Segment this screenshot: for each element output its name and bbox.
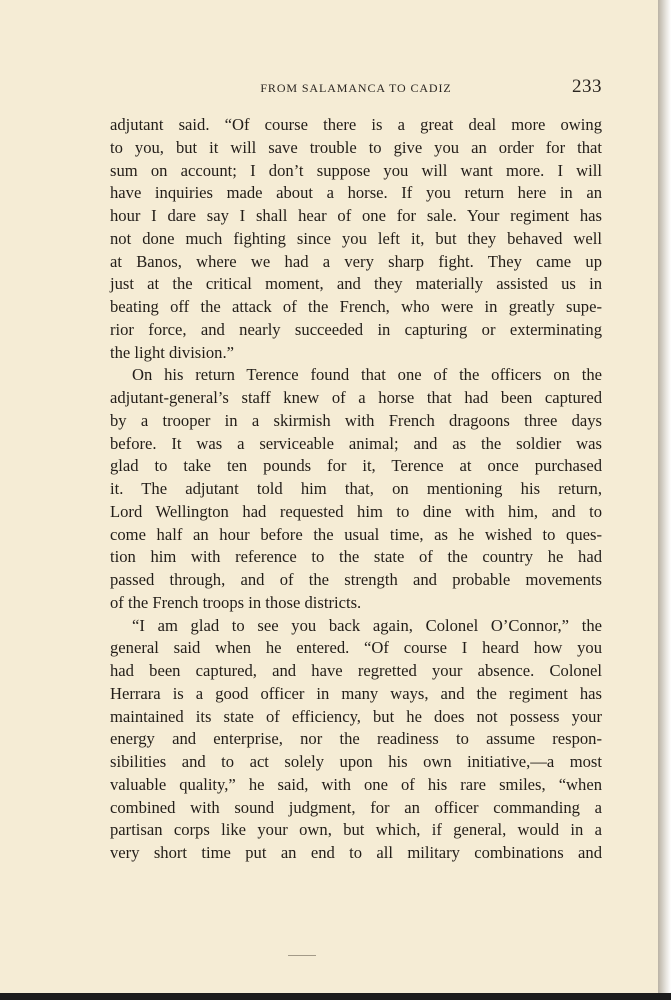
text-line: by a trooper in a skirmish with French dragoons three days bbox=[110, 410, 602, 430]
text-line: passed through, and of the strength and probable movements bbox=[110, 570, 602, 589]
text-line: general said when he entered. “Of course I heard how you bbox=[110, 638, 602, 658]
text-line: maintained its state of efficiency, but he does not possess your bbox=[110, 706, 602, 726]
text-line: glad to take ten pounds for it, Terence at once purchased bbox=[110, 456, 602, 476]
text-line: had been captured, and have regretted your absence. Colonel bbox=[110, 661, 602, 680]
text-line: partisan corps like your own, but which, if general, would in a bbox=[110, 820, 602, 840]
bottom-rule bbox=[288, 955, 316, 956]
text-line: Herrara is a good officer in many ways, and the regiment has bbox=[110, 683, 602, 703]
text-line: have inquiries made about a horse. If you return here in an bbox=[110, 183, 602, 203]
running-title: FROM SALAMANCA TO CADIZ bbox=[260, 81, 452, 95]
text-line: energy and enterprise, nor the readiness to assume respon- bbox=[110, 729, 602, 749]
text-line: the light division.” bbox=[110, 342, 234, 362]
text-line: at Banos, where we had a very sharp fight. They came up bbox=[110, 251, 602, 271]
text-line: sibilities and to act solely upon his own initiative,—a most bbox=[110, 752, 602, 771]
text-line: not done much fighting since you left it, but they behaved well bbox=[110, 228, 602, 248]
scan-bottom-border bbox=[0, 993, 671, 1000]
text-line: tion him with reference to the state of the country he had bbox=[110, 547, 602, 567]
page-number: 233 bbox=[572, 76, 602, 97]
text-line: just at the critical moment, and they materially assisted us in bbox=[110, 274, 602, 294]
text-line: valuable quality,” he said, with one of his rare smiles, “when bbox=[110, 774, 602, 794]
text-line: adjutant said. “Of course there is a great deal more owing bbox=[110, 115, 602, 134]
text-line: combined with sound judgment, for an officer commanding a bbox=[110, 797, 602, 817]
page-edge-shadow bbox=[658, 0, 671, 993]
text-line: of the French troops in those districts. bbox=[110, 592, 362, 612]
text-line: hour I dare say I shall hear of one for sale. Your regiment has bbox=[110, 206, 602, 225]
text-line: sum on account; I don’t suppose you will want more. I will bbox=[110, 160, 602, 180]
text-line: “I am glad to see you back again, Colonel O’Connor,” the bbox=[132, 615, 602, 635]
text-line: come half an hour before the usual time, as he wished to ques- bbox=[110, 524, 602, 544]
text-line: rior force, and nearly succeeded in capturing or exterminating bbox=[110, 319, 602, 339]
body-text bbox=[110, 114, 602, 865]
text-line: very short time put an end to all military combinations and bbox=[110, 843, 602, 862]
text-line: beating off the attack of the French, who were in greatly supe- bbox=[110, 297, 602, 316]
text-line: On his return Terence found that one of the officers on the bbox=[132, 365, 602, 385]
page-header bbox=[110, 76, 602, 100]
text-line: before. It was a serviceable animal; and as the soldier was bbox=[110, 433, 602, 453]
text-line: Lord Wellington had requested him to dine with him, and to bbox=[110, 501, 602, 521]
text-line: it. The adjutant told him that, on mentioning his return, bbox=[110, 479, 602, 498]
text-line: to you, but it will save trouble to give you an order for that bbox=[110, 137, 602, 157]
text-line: adjutant-general’s staff knew of a horse that had been captured bbox=[110, 388, 602, 407]
